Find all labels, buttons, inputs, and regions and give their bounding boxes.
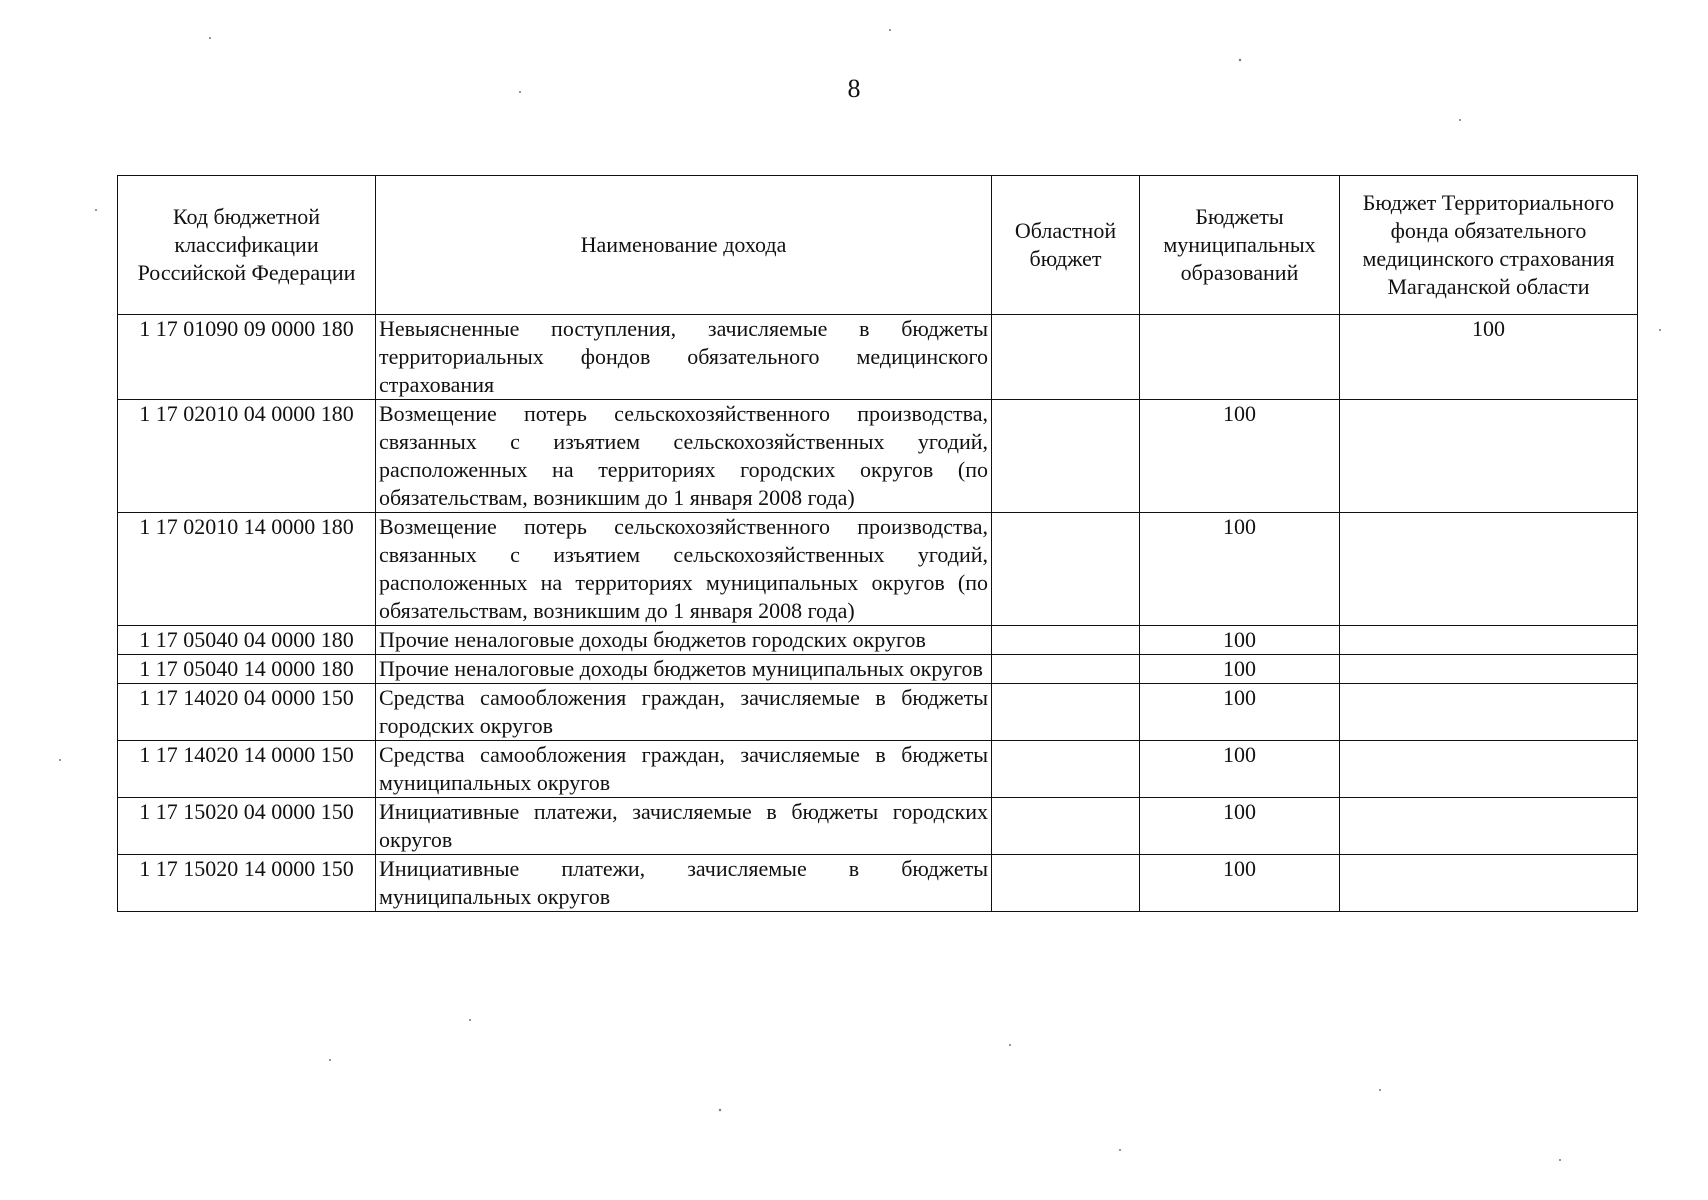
budget-code-cell: 1 17 05040 04 0000 180 — [118, 626, 376, 655]
tfoms-share-cell: 100 — [1340, 315, 1638, 400]
budget-code-cell: 1 17 02010 14 0000 180 — [118, 513, 376, 626]
municipal-share-cell: 100 — [1140, 741, 1340, 798]
page-number: 8 — [847, 74, 861, 103]
income-name-cell: Возмещение потерь сельскохозяйственного производства, связанных с изъятием сельскохозяйственных угодий, расположенных на территориях городских округов (по обязательствам, возникшим до 1 января 2008 года) — [376, 400, 992, 513]
budget-code-cell: 1 17 15020 04 0000 150 — [118, 798, 376, 855]
tfoms-share-cell — [1340, 741, 1638, 798]
budget-code-cell: 1 17 05040 14 0000 180 — [118, 655, 376, 684]
municipal-share-cell: 100 — [1140, 626, 1340, 655]
table-row — [118, 626, 1638, 655]
table-row — [118, 400, 1638, 513]
table-row — [118, 684, 1638, 741]
budget-code-cell: 1 17 01090 09 0000 180 — [118, 315, 376, 400]
tfoms-share-cell — [1340, 798, 1638, 855]
regional-share-cell — [992, 798, 1140, 855]
tfoms-share-cell — [1340, 684, 1638, 741]
municipal-share-cell — [1140, 315, 1340, 400]
regional-share-cell — [992, 315, 1140, 400]
header-income-name: Наименование дохода — [376, 176, 992, 315]
income-name-cell: Прочие неналоговые доходы бюджетов муниципальных округов — [376, 655, 992, 684]
regional-share-cell — [992, 855, 1140, 912]
tfoms-share-cell — [1340, 513, 1638, 626]
regional-share-cell — [992, 513, 1140, 626]
table-row — [118, 798, 1638, 855]
municipal-share-cell: 100 — [1140, 684, 1340, 741]
tfoms-share-cell — [1340, 655, 1638, 684]
table-row — [118, 855, 1638, 912]
budget-code-cell: 1 17 14020 14 0000 150 — [118, 741, 376, 798]
income-name-cell: Инициативные платежи, зачисляемые в бюджеты муниципальных округов — [376, 855, 992, 912]
table-row — [118, 655, 1638, 684]
header-budget-code: Код бюджетной классификации Российской Федерации — [118, 176, 376, 315]
budget-code-cell: 1 17 14020 04 0000 150 — [118, 684, 376, 741]
budget-code-cell: 1 17 15020 14 0000 150 — [118, 855, 376, 912]
municipal-share-cell: 100 — [1140, 798, 1340, 855]
header-tfoms-budget: Бюджет Территориального фонда обязательного медицинского страхования Магаданской области — [1340, 176, 1638, 315]
municipal-share-cell: 100 — [1140, 855, 1340, 912]
municipal-share-cell: 100 — [1140, 400, 1340, 513]
municipal-share-cell: 100 — [1140, 513, 1340, 626]
income-name-cell: Невыясненные поступления, зачисляемые в бюджеты территориальных фондов обязательного медицинского страхования — [376, 315, 992, 400]
header-regional-budget: Областной бюджет — [992, 176, 1140, 315]
table-row — [118, 315, 1638, 400]
tfoms-share-cell — [1340, 626, 1638, 655]
revenue-table — [117, 175, 1638, 912]
regional-share-cell — [992, 655, 1140, 684]
income-name-cell: Прочие неналоговые доходы бюджетов городских округов — [376, 626, 992, 655]
regional-share-cell — [992, 400, 1140, 513]
income-name-cell: Средства самообложения граждан, зачисляемые в бюджеты городских округов — [376, 684, 992, 741]
table-header-row — [118, 176, 1638, 315]
income-name-cell: Инициативные платежи, зачисляемые в бюджеты городских округов — [376, 798, 992, 855]
income-name-cell: Возмещение потерь сельскохозяйственного производства, связанных с изъятием сельскохозяйственных угодий, расположенных на территориях муниципальных округов (по обязательствам, возникшим до 1 января 2008 года) — [376, 513, 992, 626]
budget-code-cell: 1 17 02010 04 0000 180 — [118, 400, 376, 513]
regional-share-cell — [992, 626, 1140, 655]
table-row — [118, 741, 1638, 798]
regional-share-cell — [992, 741, 1140, 798]
municipal-share-cell: 100 — [1140, 655, 1340, 684]
tfoms-share-cell — [1340, 855, 1638, 912]
tfoms-share-cell — [1340, 400, 1638, 513]
table-row — [118, 513, 1638, 626]
regional-share-cell — [992, 684, 1140, 741]
header-municipal-budgets: Бюджеты муниципальных образований — [1140, 176, 1340, 315]
income-name-cell: Средства самообложения граждан, зачисляемые в бюджеты муниципальных округов — [376, 741, 992, 798]
